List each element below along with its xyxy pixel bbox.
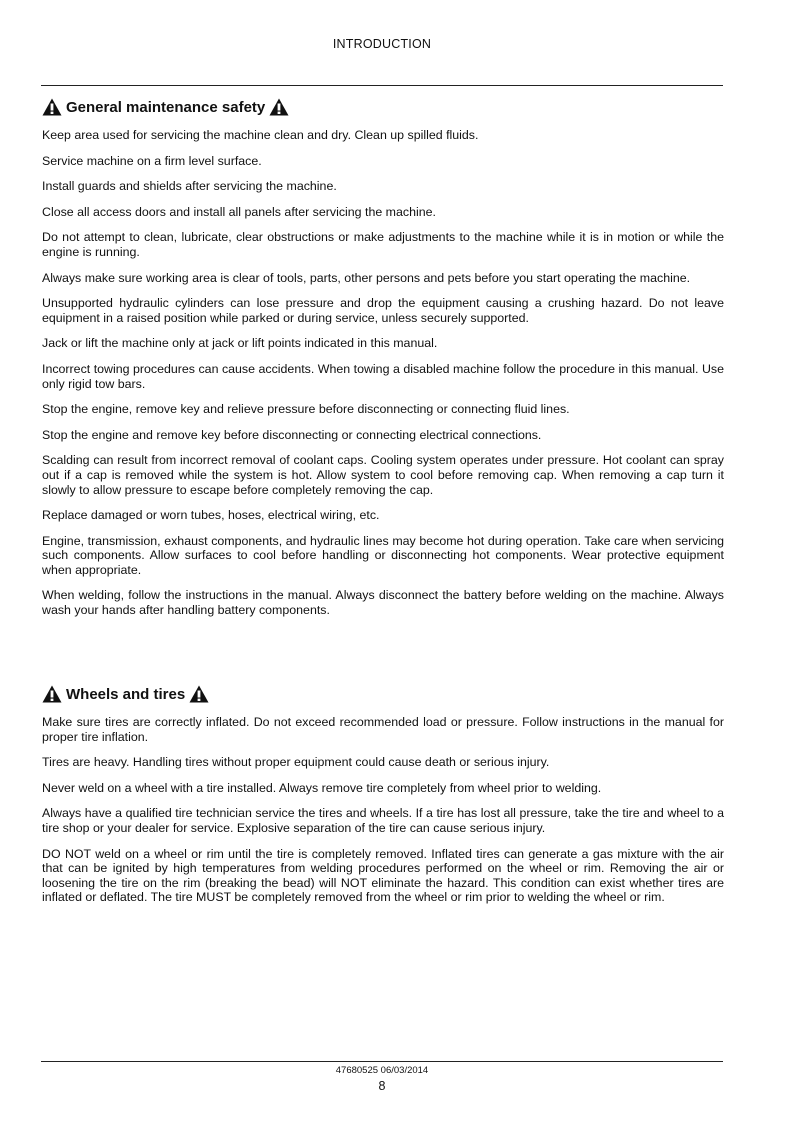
paragraph: Do not attempt to clean, lubricate, clear obstructions or make adjustments to the machine while it is in motion or while the engine is running. <box>42 230 724 259</box>
page-header <box>0 37 794 53</box>
footer-rule <box>41 1061 723 1062</box>
paragraph: Always have a qualified tire technician service the tires and wheels. If a tire has lost all pressure, take the tire and wheel to a tire shop or your dealer for service. Explosive separation of the tire can cause serious injury. <box>42 806 724 835</box>
section-wheels-and-tires <box>42 683 724 916</box>
paragraph: Install guards and shields after servicing the machine. <box>42 179 337 194</box>
paragraph: Scalding can result from incorrect removal of coolant caps. Cooling system operates under pressure. Hot coolant can spray out if a cap is removed while the system is hot. Allow system to cool before removing cap. When removing a cap turn it slowly to allow pressure to escape before completely removing the cap. <box>42 453 724 497</box>
document-code: 47680525 06/03/2014 <box>335 1065 429 1076</box>
section-heading <box>42 96 724 118</box>
warning-triangle-icon <box>189 685 209 703</box>
paragraph: Stop the engine, remove key and relieve pressure before disconnecting or connecting fluid lines. <box>42 402 570 417</box>
header-title: INTRODUCTION <box>332 37 432 51</box>
paragraph: Keep area used for servicing the machine clean and dry. Clean up spilled fluids. <box>42 128 479 142</box>
paragraph: Make sure tires are correctly inflated. Do not exceed recommended load or pressure. Follow instructions in the manual for proper tire inflation. <box>42 715 724 744</box>
paragraph: Close all access doors and install all panels after servicing the machine. <box>42 204 436 219</box>
paragraph: DO NOT weld on a wheel or rim until the tire is completely removed. Inflated tires can generate a gas mixture with the air that can be ignited by high temperatures from welding procedures performed on the wheel or rim. Removing the air or loosening the tire on the rim (breaking the bead) will NOT eliminate the hazard. This condition can exist whether tires are inflated or deflated. The tire MUST be completely removed from the wheel or rim prior to welding the wheel or rim. <box>42 846 724 905</box>
paragraph: Engine, transmission, exhaust components, and hydraulic lines may become hot during operation. Take care when servicing such components. Allow surfaces to cool before handling or disconnecting hot components. Wear protective equipment when appropriate. <box>42 533 724 577</box>
paragraph: Stop the engine and remove key before disconnecting or connecting electrical connections. <box>42 427 542 442</box>
paragraph: Never weld on a wheel with a tire installed. Always remove tire completely from wheel prior to welding. <box>42 780 602 795</box>
section-title: Wheels and tires <box>66 685 186 703</box>
paragraph: Replace damaged or worn tubes, hoses, electrical wiring, etc. <box>42 508 380 523</box>
page-number: 8 <box>378 1079 386 1093</box>
warning-triangle-icon <box>269 98 289 116</box>
section-title: General maintenance safety <box>66 98 266 116</box>
warning-triangle-icon <box>42 98 62 116</box>
paragraph: Jack or lift the machine only at jack or lift points indicated in this manual. <box>42 336 438 351</box>
section-general-maintenance-safety <box>42 96 724 629</box>
paragraph: Incorrect towing procedures can cause accidents. When towing a disabled machine follow the procedure in this manual. Use only rigid tow bars. <box>42 361 724 391</box>
paragraph: Service machine on a firm level surface. <box>42 153 262 168</box>
header-rule <box>41 85 723 86</box>
paragraph: Always make sure working area is clear of tools, parts, other persons and pets before you start operating the machine. <box>42 270 691 285</box>
paragraph: Tires are heavy. Handling tires without proper equipment could cause death or serious injury. <box>42 755 550 770</box>
paragraph: Unsupported hydraulic cylinders can lose pressure and drop the equipment causing a crushing hazard. Do not leave equipment in a raised position while parked or during service, unless securely supported. <box>42 296 724 325</box>
section-heading <box>42 683 724 705</box>
warning-triangle-icon <box>42 685 62 703</box>
paragraph: When welding, follow the instructions in the manual. Always disconnect the battery before welding on the machine. Always wash your hands after handling battery components. <box>42 588 724 618</box>
